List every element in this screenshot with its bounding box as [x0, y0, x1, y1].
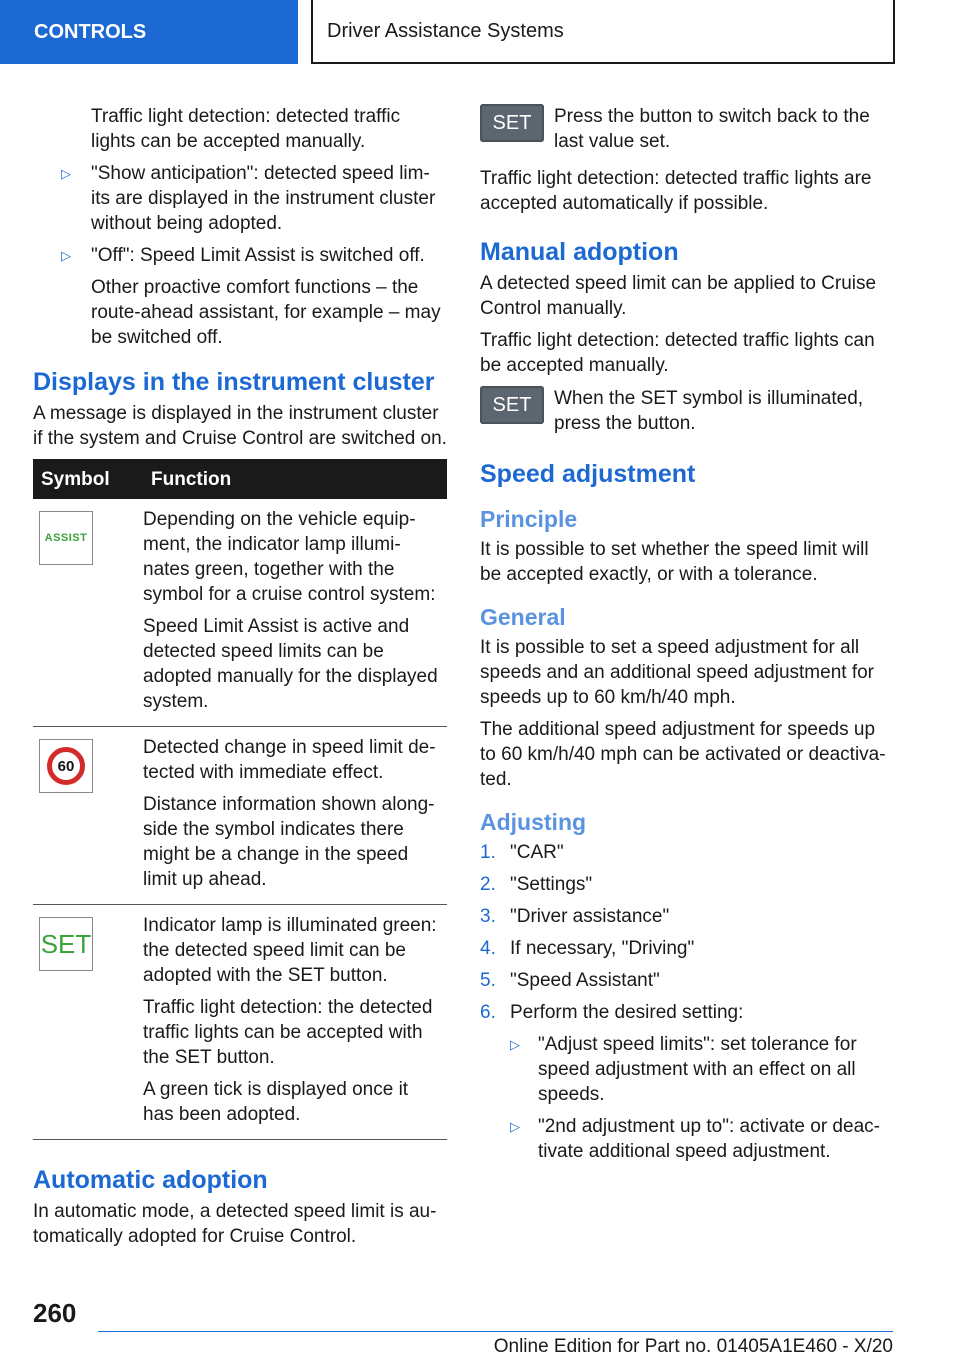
list-item: ▷ "Adjust speed limits": set tolerance for speed adjustment with an effect on all speeds.	[510, 1034, 857, 1105]
manual-adoption-text: A detected speed limit can be applied to Cruise Control manually.	[480, 273, 877, 319]
list-item: 6. Perform the desired setting:	[480, 1002, 744, 1023]
off-note: Other proactive comfort functions – the route-ahead assistant, for example – may be switched off.	[91, 277, 441, 348]
list-item: ▷ "Show anticipation": detected speed lim-its are displayed in the instrument cluster without being adopted.	[33, 161, 447, 236]
section-tab: CONTROLS	[0, 0, 298, 64]
table-row: 60 Detected change in speed limit de-tected with immediate effect. Distance information shown along-side the symbol indicates there might be a change in the speed limit up ahead.	[33, 727, 447, 905]
speed-limit-sign-icon: 60	[39, 739, 93, 793]
set-indicator-icon: SET	[39, 917, 93, 971]
list-item: 4. If necessary, "Driving"	[480, 938, 695, 959]
list-item: 5. "Speed Assistant"	[480, 970, 660, 991]
displays-text: A message is displayed in the instrument cluster if the system and Cruise Control are switched on.	[33, 403, 447, 449]
general-text: It is possible to set a speed adjustment for all speeds and an additional speed adjustment for speeds up to 60 km/h/40 mph.	[480, 637, 874, 708]
right-column	[480, 104, 892, 1171]
table-row: SET Indicator lamp is illuminated green: the detected speed limit can be adopted with the SET button. Traffic light detection: the detected traffic lights can be accepted with the SET button. A green tick is displayed once it has been adopted.	[33, 905, 447, 1140]
principle-heading: Principle	[480, 506, 578, 532]
automatic-adoption-text: In automatic mode, a detected speed limit is au-tomatically adopted for Cruise Control.	[33, 1201, 437, 1247]
list-item: 3. "Driver assistance"	[480, 906, 670, 927]
list-item: ▷ "2nd adjustment up to": activate or deac-tivate additional speed adjustment.	[510, 1116, 880, 1162]
triangle-bullet-icon: ▷	[61, 166, 71, 181]
left-column	[33, 104, 447, 1256]
set-button-row	[480, 104, 892, 154]
list-item: ▷ "Off": Speed Limit Assist is switched off.	[33, 243, 447, 268]
principle-text: It is possible to set whether the speed limit will be accepted exactly, or with a tolerance.	[480, 539, 869, 585]
chapter-title: Driver Assistance Systems	[311, 0, 895, 64]
table-header-symbol: Symbol	[33, 459, 143, 499]
set-button-row	[480, 386, 892, 436]
set-button-text: When the SET symbol is illuminated, press the button.	[554, 388, 864, 434]
intro-text: Traffic light detection: detected traffic lights can be accepted manually.	[91, 106, 401, 152]
displays-heading: Displays in the instrument cluster	[33, 368, 435, 396]
traffic-auto-text: Traffic light detection: detected traffic lights are accepted automatically if possible.	[480, 168, 872, 214]
triangle-bullet-icon: ▷	[510, 1037, 520, 1052]
general-text: The additional speed adjustment for speeds up to 60 km/h/40 mph can be activated or deactiva-ted.	[480, 719, 886, 790]
assist-indicator-icon: ASSIST	[39, 511, 93, 565]
automatic-adoption-heading: Automatic adoption	[33, 1166, 268, 1194]
triangle-bullet-icon: ▷	[510, 1119, 520, 1134]
footer-edition: Online Edition for Part no. 01405A1E460 - X/20	[493, 1336, 893, 1357]
table-header-function: Function	[143, 459, 447, 499]
symbol-table	[33, 459, 447, 1140]
table-row: ASSIST Depending on the vehicle equip-ment, the indicator lamp illumi-nates green, together with the symbol for a cruise control system: Speed Limit Assist is active and detected speed limits can be adopted manually for the displayed system.	[33, 499, 447, 727]
list-item: 2. "Settings"	[480, 874, 593, 895]
set-button-icon: SET	[480, 104, 544, 142]
adjusting-heading: Adjusting	[480, 809, 587, 835]
manual-adoption-heading: Manual adoption	[480, 238, 679, 266]
footer-divider	[98, 1331, 893, 1332]
set-button-text: Press the button to switch back to the last value set.	[554, 106, 870, 152]
list-item: 1. "CAR"	[480, 842, 564, 863]
general-heading: General	[480, 604, 566, 630]
traffic-manual-text: Traffic light detection: detected traffic lights can be accepted manually.	[480, 330, 875, 376]
page-number: 260	[33, 1298, 77, 1328]
triangle-bullet-icon: ▷	[61, 248, 71, 263]
speed-adjustment-heading: Speed adjustment	[480, 460, 696, 488]
set-button-icon: SET	[480, 386, 544, 424]
